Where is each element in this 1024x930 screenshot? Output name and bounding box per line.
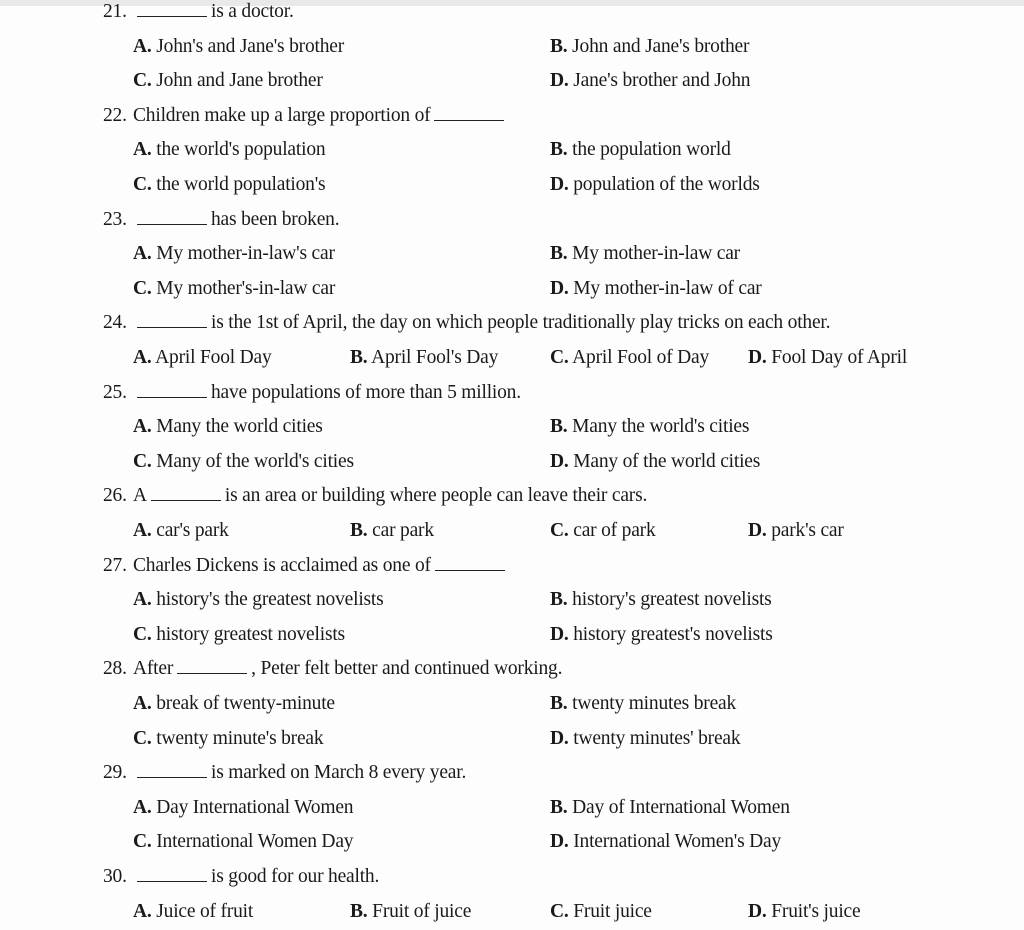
option-d[interactable] <box>550 623 773 647</box>
option-b[interactable] <box>350 900 471 924</box>
option-letter: C. <box>550 900 569 922</box>
option-text: car park <box>372 520 434 541</box>
answer-blank <box>137 313 207 328</box>
question-number: 23. <box>103 208 127 230</box>
option-text: My mother's-in-law car <box>156 277 336 299</box>
question-number: 29. <box>103 762 127 784</box>
option-text: Juice of fruit <box>156 900 254 922</box>
question-number: 27. <box>103 554 127 576</box>
answer-blank <box>137 210 207 225</box>
option-text: My mother-in-law of car <box>573 277 762 299</box>
option-text: Many of the world cities <box>573 450 761 472</box>
option-letter: B. <box>550 589 568 611</box>
option-text: April Fool of Day <box>572 347 710 368</box>
option-c[interactable] <box>133 830 353 854</box>
option-text: April Fool's Day <box>371 347 499 368</box>
stem-text-after: has been broken. <box>211 208 340 230</box>
option-d[interactable] <box>550 69 750 93</box>
question-number: 25. <box>103 381 127 403</box>
option-c[interactable] <box>133 277 335 301</box>
option-letter: A. <box>133 796 152 818</box>
option-text: Fruit's juice <box>771 900 861 922</box>
question-stem <box>133 208 339 232</box>
option-letter: B. <box>550 796 568 818</box>
option-letter: C. <box>133 623 152 645</box>
stem-text-after: is marked on March 8 every year. <box>211 762 467 784</box>
option-letter: D. <box>550 277 569 299</box>
option-b[interactable] <box>550 242 740 266</box>
option-b[interactable] <box>550 35 749 59</box>
option-text: My mother-in-law's car <box>156 243 335 265</box>
question-number: 30. <box>103 866 127 887</box>
option-letter: B. <box>550 35 568 57</box>
option-d[interactable] <box>550 830 781 854</box>
option-text: population of the worlds <box>573 174 760 195</box>
answer-blank <box>137 763 207 778</box>
option-text: Many of the world's cities <box>156 450 354 472</box>
option-letter: A. <box>133 139 152 161</box>
option-letter: D. <box>748 347 767 368</box>
question-stem <box>133 761 466 785</box>
option-text: My mother-in-law car <box>572 243 740 265</box>
question-stem <box>133 554 509 578</box>
option-letter: D. <box>550 623 569 645</box>
option-letter: C. <box>133 174 152 195</box>
option-text: Fruit of juice <box>372 900 472 922</box>
option-text: break of twenty-minute <box>156 693 335 714</box>
option-d[interactable] <box>550 450 760 474</box>
option-letter: D. <box>748 900 767 922</box>
question-stem <box>133 381 521 405</box>
option-letter: C. <box>550 520 569 541</box>
option-text: April Fool Day <box>155 347 272 368</box>
stem-text-after: have populations of more than 5 million. <box>211 381 521 403</box>
question-stem <box>133 311 830 335</box>
option-a[interactable] <box>133 138 325 162</box>
option-letter: A. <box>133 589 152 611</box>
answer-blank <box>137 867 207 882</box>
option-a[interactable] <box>133 346 272 370</box>
question-number: 26. <box>103 485 127 507</box>
option-letter: B. <box>350 900 368 922</box>
option-letter: C. <box>550 347 569 368</box>
option-letter: D. <box>748 520 767 541</box>
question-number: 21. <box>103 1 127 22</box>
question-stem <box>133 0 294 24</box>
question-stem <box>133 484 647 508</box>
option-a[interactable] <box>133 242 335 266</box>
option-text: history's the greatest novelists <box>156 589 384 611</box>
answer-blank <box>435 556 505 571</box>
question-stem <box>133 657 562 681</box>
option-text: car of park <box>573 520 656 541</box>
option-text: Fruit juice <box>573 900 652 922</box>
option-a[interactable] <box>133 519 229 543</box>
option-text: park's car <box>771 520 844 541</box>
option-text: Jane's brother and John <box>573 70 751 92</box>
option-letter: B. <box>550 693 568 714</box>
option-a[interactable] <box>133 415 323 439</box>
option-text: Fool Day of April <box>771 347 908 368</box>
option-letter: D. <box>550 831 569 853</box>
question-stem <box>133 104 508 128</box>
question-number: 28. <box>103 658 127 680</box>
option-d[interactable] <box>550 727 740 751</box>
option-letter: B. <box>350 347 368 368</box>
option-c[interactable] <box>550 900 652 924</box>
option-c[interactable] <box>133 69 323 93</box>
option-letter: C. <box>133 727 152 749</box>
option-text: Day International Women <box>156 796 354 818</box>
option-letter: D. <box>550 727 569 749</box>
option-text: history greatest novelists <box>156 623 345 645</box>
stem-text-after: , Peter felt better and continued working. <box>251 658 563 680</box>
answer-blank <box>137 2 207 17</box>
option-c[interactable] <box>550 519 656 543</box>
option-text: history's greatest novelists <box>572 589 772 611</box>
option-letter: A. <box>133 900 152 922</box>
stem-text-after: is good for our health. <box>211 866 380 887</box>
option-text: John's and Jane's brother <box>156 35 345 57</box>
option-text: car's park <box>156 520 229 541</box>
option-text: Many the world's cities <box>572 416 750 438</box>
option-text: twenty minute's break <box>156 727 324 749</box>
option-a[interactable] <box>133 796 353 820</box>
answer-blank <box>434 106 504 121</box>
option-b[interactable] <box>350 346 498 370</box>
option-letter: B. <box>550 416 568 438</box>
question-stem <box>133 865 379 889</box>
option-letter: D. <box>550 174 569 195</box>
stem-text-before: Charles Dickens is acclaimed as one of <box>133 554 431 576</box>
option-a[interactable] <box>133 35 344 59</box>
option-letter: B. <box>550 139 568 161</box>
option-letter: A. <box>133 35 152 57</box>
option-d[interactable] <box>748 900 860 924</box>
option-b[interactable] <box>550 415 749 439</box>
option-text: the world population's <box>156 174 326 195</box>
option-text: John and Jane brother <box>156 70 323 92</box>
option-b[interactable] <box>350 519 434 543</box>
option-d[interactable] <box>550 277 762 301</box>
option-letter: D. <box>550 450 569 472</box>
option-letter: B. <box>350 520 368 541</box>
option-letter: C. <box>133 277 152 299</box>
option-text: International Women's Day <box>573 831 782 853</box>
answer-blank <box>137 383 207 398</box>
option-letter: D. <box>550 70 569 92</box>
option-c[interactable] <box>133 450 354 474</box>
option-text: history greatest's novelists <box>573 623 773 645</box>
option-a[interactable] <box>133 900 253 924</box>
option-a[interactable] <box>133 692 335 716</box>
option-c[interactable] <box>133 173 325 197</box>
option-c[interactable] <box>550 346 709 370</box>
option-c[interactable] <box>133 623 345 647</box>
option-letter: A. <box>133 520 152 541</box>
option-letter: A. <box>133 243 152 265</box>
stem-text-before: A <box>133 485 147 507</box>
option-d[interactable] <box>550 173 760 197</box>
option-letter: B. <box>550 243 568 265</box>
option-letter: C. <box>133 450 152 472</box>
option-a[interactable] <box>133 588 384 612</box>
answer-blank <box>151 486 221 501</box>
option-letter: A. <box>133 347 152 368</box>
stem-text-before: Children make up a large proportion of <box>133 104 431 126</box>
option-letter: A. <box>133 416 152 438</box>
option-letter: C. <box>133 70 152 92</box>
stem-text-after: is the 1st of April, the day on which people traditionally play tricks on each other. <box>211 312 831 334</box>
option-text: the world's population <box>156 139 326 161</box>
option-b[interactable] <box>550 138 731 162</box>
option-text: twenty minutes' break <box>573 727 741 749</box>
option-letter: C. <box>133 831 152 853</box>
stem-text-before: After <box>133 658 174 680</box>
answer-blank <box>177 659 247 674</box>
option-letter: A. <box>133 693 152 714</box>
option-text: the population world <box>572 139 731 161</box>
question-number: 24. <box>103 312 127 334</box>
option-d[interactable] <box>748 346 907 370</box>
option-text: Day of International Women <box>572 796 790 818</box>
option-text: Many the world cities <box>156 416 323 438</box>
question-number: 22. <box>103 104 127 126</box>
option-text: John and Jane's brother <box>572 35 750 57</box>
stem-text-after: is an area or building where people can leave their cars. <box>224 485 648 507</box>
option-b[interactable] <box>550 796 790 820</box>
option-text: twenty minutes break <box>572 693 737 714</box>
option-c[interactable] <box>133 727 323 751</box>
option-b[interactable] <box>550 588 772 612</box>
option-text: International Women Day <box>156 831 354 853</box>
stem-text-after: is a doctor. <box>211 1 294 22</box>
option-d[interactable] <box>748 519 844 543</box>
option-b[interactable] <box>550 692 736 716</box>
